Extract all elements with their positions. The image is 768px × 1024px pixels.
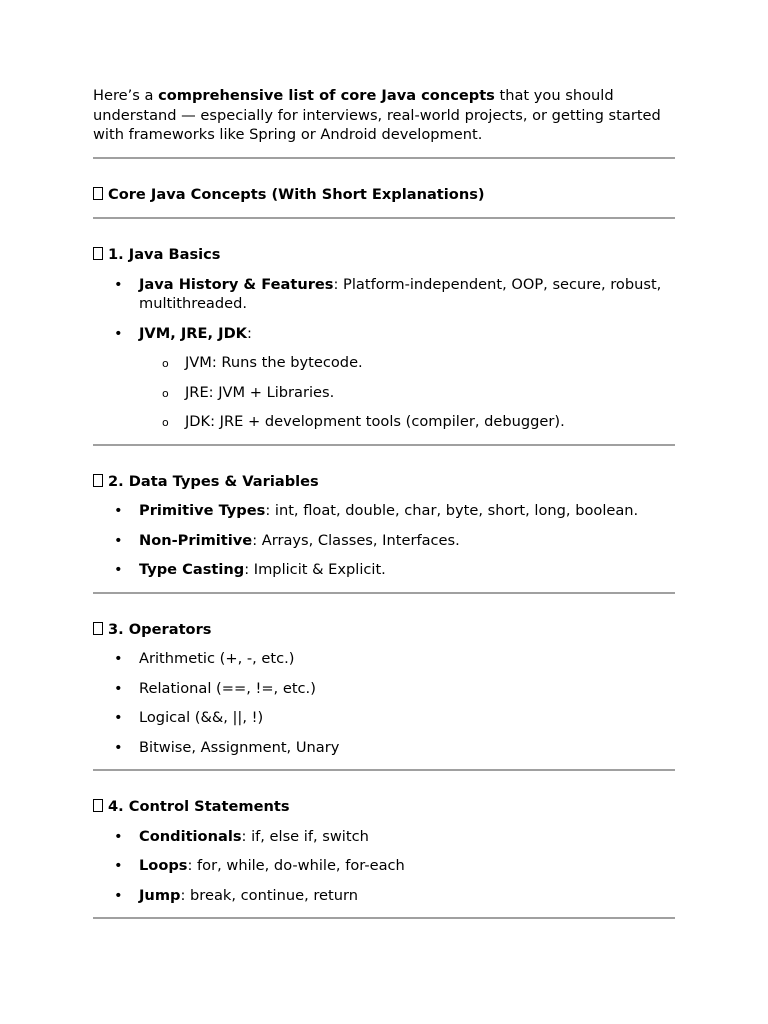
item-text: : Implicit & Explicit. [244, 561, 386, 578]
section-title: 4. Control Statements [108, 798, 290, 815]
item-bold: Java History & Features [139, 275, 334, 293]
list-item [93, 501, 675, 521]
item-text: : [247, 324, 252, 342]
item-bold: Loops [139, 857, 188, 874]
list-item [93, 275, 675, 314]
bullet-list [93, 275, 675, 432]
list-item [93, 531, 675, 551]
item-text: : for, while, do-while, for-each [187, 857, 405, 874]
main-heading-text: Core Java Concepts (With Short Explanations) [108, 185, 485, 203]
list-item [93, 886, 675, 906]
intro-paragraph [93, 86, 675, 145]
missing-glyph-icon [93, 247, 103, 260]
missing-glyph-icon [93, 187, 103, 200]
item-text: : break, continue, return [180, 886, 358, 904]
item-text: : Arrays, Classes, Interfaces. [252, 531, 460, 549]
bullet-list [93, 649, 675, 757]
item-bold: Non-Primitive [139, 531, 253, 549]
list-item [93, 324, 675, 432]
item-bold: Conditionals [139, 827, 242, 845]
item-bold: Primitive Types [139, 502, 266, 519]
missing-glyph-icon [93, 799, 103, 812]
sub-list-item: o JDK: JRE + development tools (compiler, debugger). [139, 412, 675, 432]
bullet-list [93, 501, 675, 580]
divider [93, 217, 675, 219]
list-item: • Logical (&&, ||, !) [93, 708, 675, 728]
section-heading [93, 245, 675, 265]
document-content [93, 86, 675, 919]
intro-bold: comprehensive list of core Java concepts [158, 87, 495, 104]
sub-list [139, 353, 675, 432]
section-title: 2. Data Types & Variables [108, 472, 319, 490]
list-item [93, 560, 675, 580]
divider [93, 917, 675, 919]
divider [93, 444, 675, 446]
sub-list-item: o JVM: Runs the bytecode. [139, 353, 675, 373]
divider [93, 592, 675, 594]
sub-list-item: o JRE: JVM + Libraries. [139, 383, 675, 403]
section-title: 1. Java Basics [108, 246, 221, 263]
bullet-list [93, 827, 675, 906]
section-title: 3. Operators [108, 620, 212, 638]
item-text: : Platform-independent, OOP, secure, robust, multithreaded. [139, 275, 662, 312]
item-bold: Type Casting [139, 561, 245, 578]
intro-prefix: Here’s a [93, 87, 159, 104]
divider [93, 769, 675, 771]
section-heading [93, 472, 675, 492]
item-text: : int, float, double, char, byte, short, long, boolean. [265, 502, 639, 519]
list-item [93, 856, 675, 876]
intro-suffix: that you should understand — especially for interviews, real-world projects, or getting started with frameworks like Spring or Android development. [93, 87, 661, 143]
item-bold: Jump [139, 886, 181, 904]
missing-glyph-icon [93, 474, 103, 487]
section-heading [93, 797, 675, 817]
item-bold: JVM, JRE, JDK [139, 324, 247, 342]
list-item: • Arithmetic (+, -, etc.) [93, 649, 675, 669]
list-item: • Bitwise, Assignment, Unary [93, 738, 675, 758]
list-item [93, 827, 675, 847]
section-heading [93, 620, 675, 640]
list-item: • Relational (==, !=, etc.) [93, 679, 675, 699]
divider [93, 157, 675, 159]
main-heading [93, 185, 675, 205]
item-text: : if, else if, switch [241, 827, 369, 845]
missing-glyph-icon [93, 622, 103, 635]
